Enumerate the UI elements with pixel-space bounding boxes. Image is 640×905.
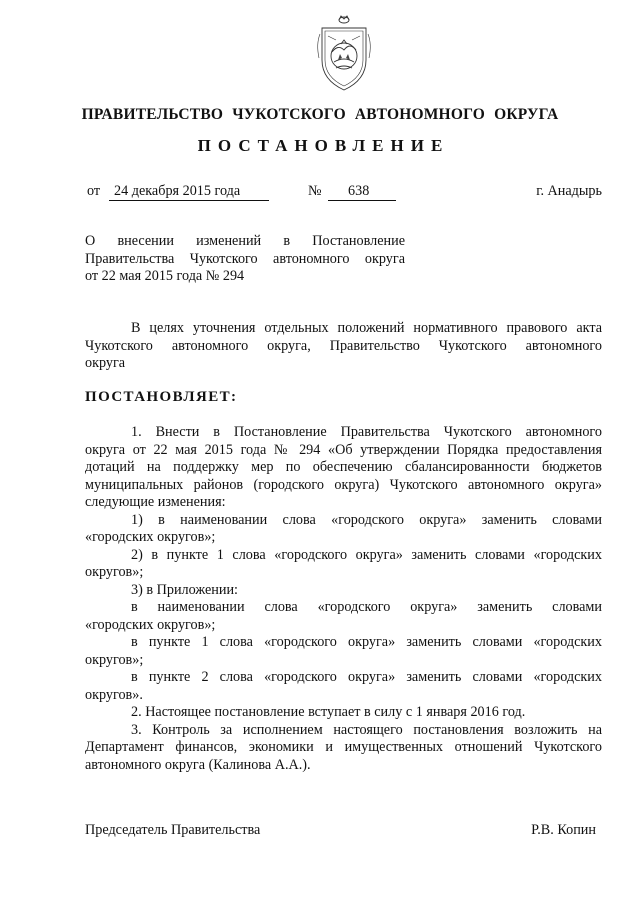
signatory-position: Председатель Правительства [85,822,261,838]
body-line: в наименовании слова «городского округа» заменить словами [131,599,602,615]
body-line: «городских округов»; [85,529,216,545]
body-line: округов»; [85,651,144,668]
preamble-line: В целях уточнения отдельных положений нормативного правового акта [131,320,602,336]
body-line: 1. Внести в Постановление Правительства Чукотского автономного [131,424,602,440]
body-line: автономного округа (Калинова А.А.). [85,756,311,773]
body-line: «городских округов»; [85,616,216,633]
body-line: в пункте 1 слова «городского округа» заменить словами «городских [131,634,602,650]
body-line: дотаций на поддержку мер по обеспечению сбалансированности бюджетов [85,459,602,475]
document-meta-row [87,183,602,203]
number-sign: № [308,183,322,199]
document-subject [85,233,405,286]
document-city: г. Анадырь [536,183,602,199]
document-number: 638 [348,183,370,199]
body-line: округов»; [85,564,144,580]
body-line: следующие изменения: [85,494,226,510]
body-line: 1) в наименовании слова «городского округа» заменить словами [131,511,602,528]
subject-line: Правительства Чукотского автономного округа [85,250,405,267]
body-line: в пункте 2 слова «городского округа» заменить словами «городских [131,669,602,685]
resolution-body [85,424,602,774]
document-type-title: ПОСТАНОВЛЕНИЕ [197,136,450,155]
body-line: 2. Настоящее постановление вступает в силу с 1 января 2016 год. [131,704,526,720]
preamble-line: округа [85,355,126,372]
document-date-field [109,183,269,201]
body-line: 3) в Приложении: [131,581,238,598]
subject-line: от 22 мая 2015 года № 294 [85,268,245,284]
body-line: округов». [85,686,143,703]
preamble-line: Чукотского автономного округа, Правительство Чукотского автономного [85,337,602,354]
resolves-heading: ПОСТАНОВЛЯЕТ: [85,389,238,405]
body-line: 3. Контроль за исполнением настоящего постановления возложить на [131,721,602,738]
document-number-field [328,183,396,201]
document-date: 24 декабря 2015 года [114,183,241,199]
government-title: ПРАВИТЕЛЬСТВО ЧУКОТСКОГО АВТОНОМНОГО ОКРУГА [81,106,559,123]
body-line: Департамент финансов, экономики и имущественных отношений Чукотского [85,739,602,755]
date-prefix: от [87,183,101,199]
signatory-name: Р.В. Копин [531,822,596,838]
coat-of-arms-emblem [314,14,374,94]
preamble-paragraph [85,320,602,373]
body-line: муниципальных районов (городского округа) Чукотского автономного округа» [85,476,602,493]
subject-line: О внесении изменений в Постановление [85,233,405,249]
body-line: округа от 22 мая 2015 года № 294 «Об утверждении Порядка предоставления [85,441,602,458]
body-line: 2) в пункте 1 слова «городского округа» заменить словами «городских [131,546,602,563]
signature-block [85,822,596,842]
